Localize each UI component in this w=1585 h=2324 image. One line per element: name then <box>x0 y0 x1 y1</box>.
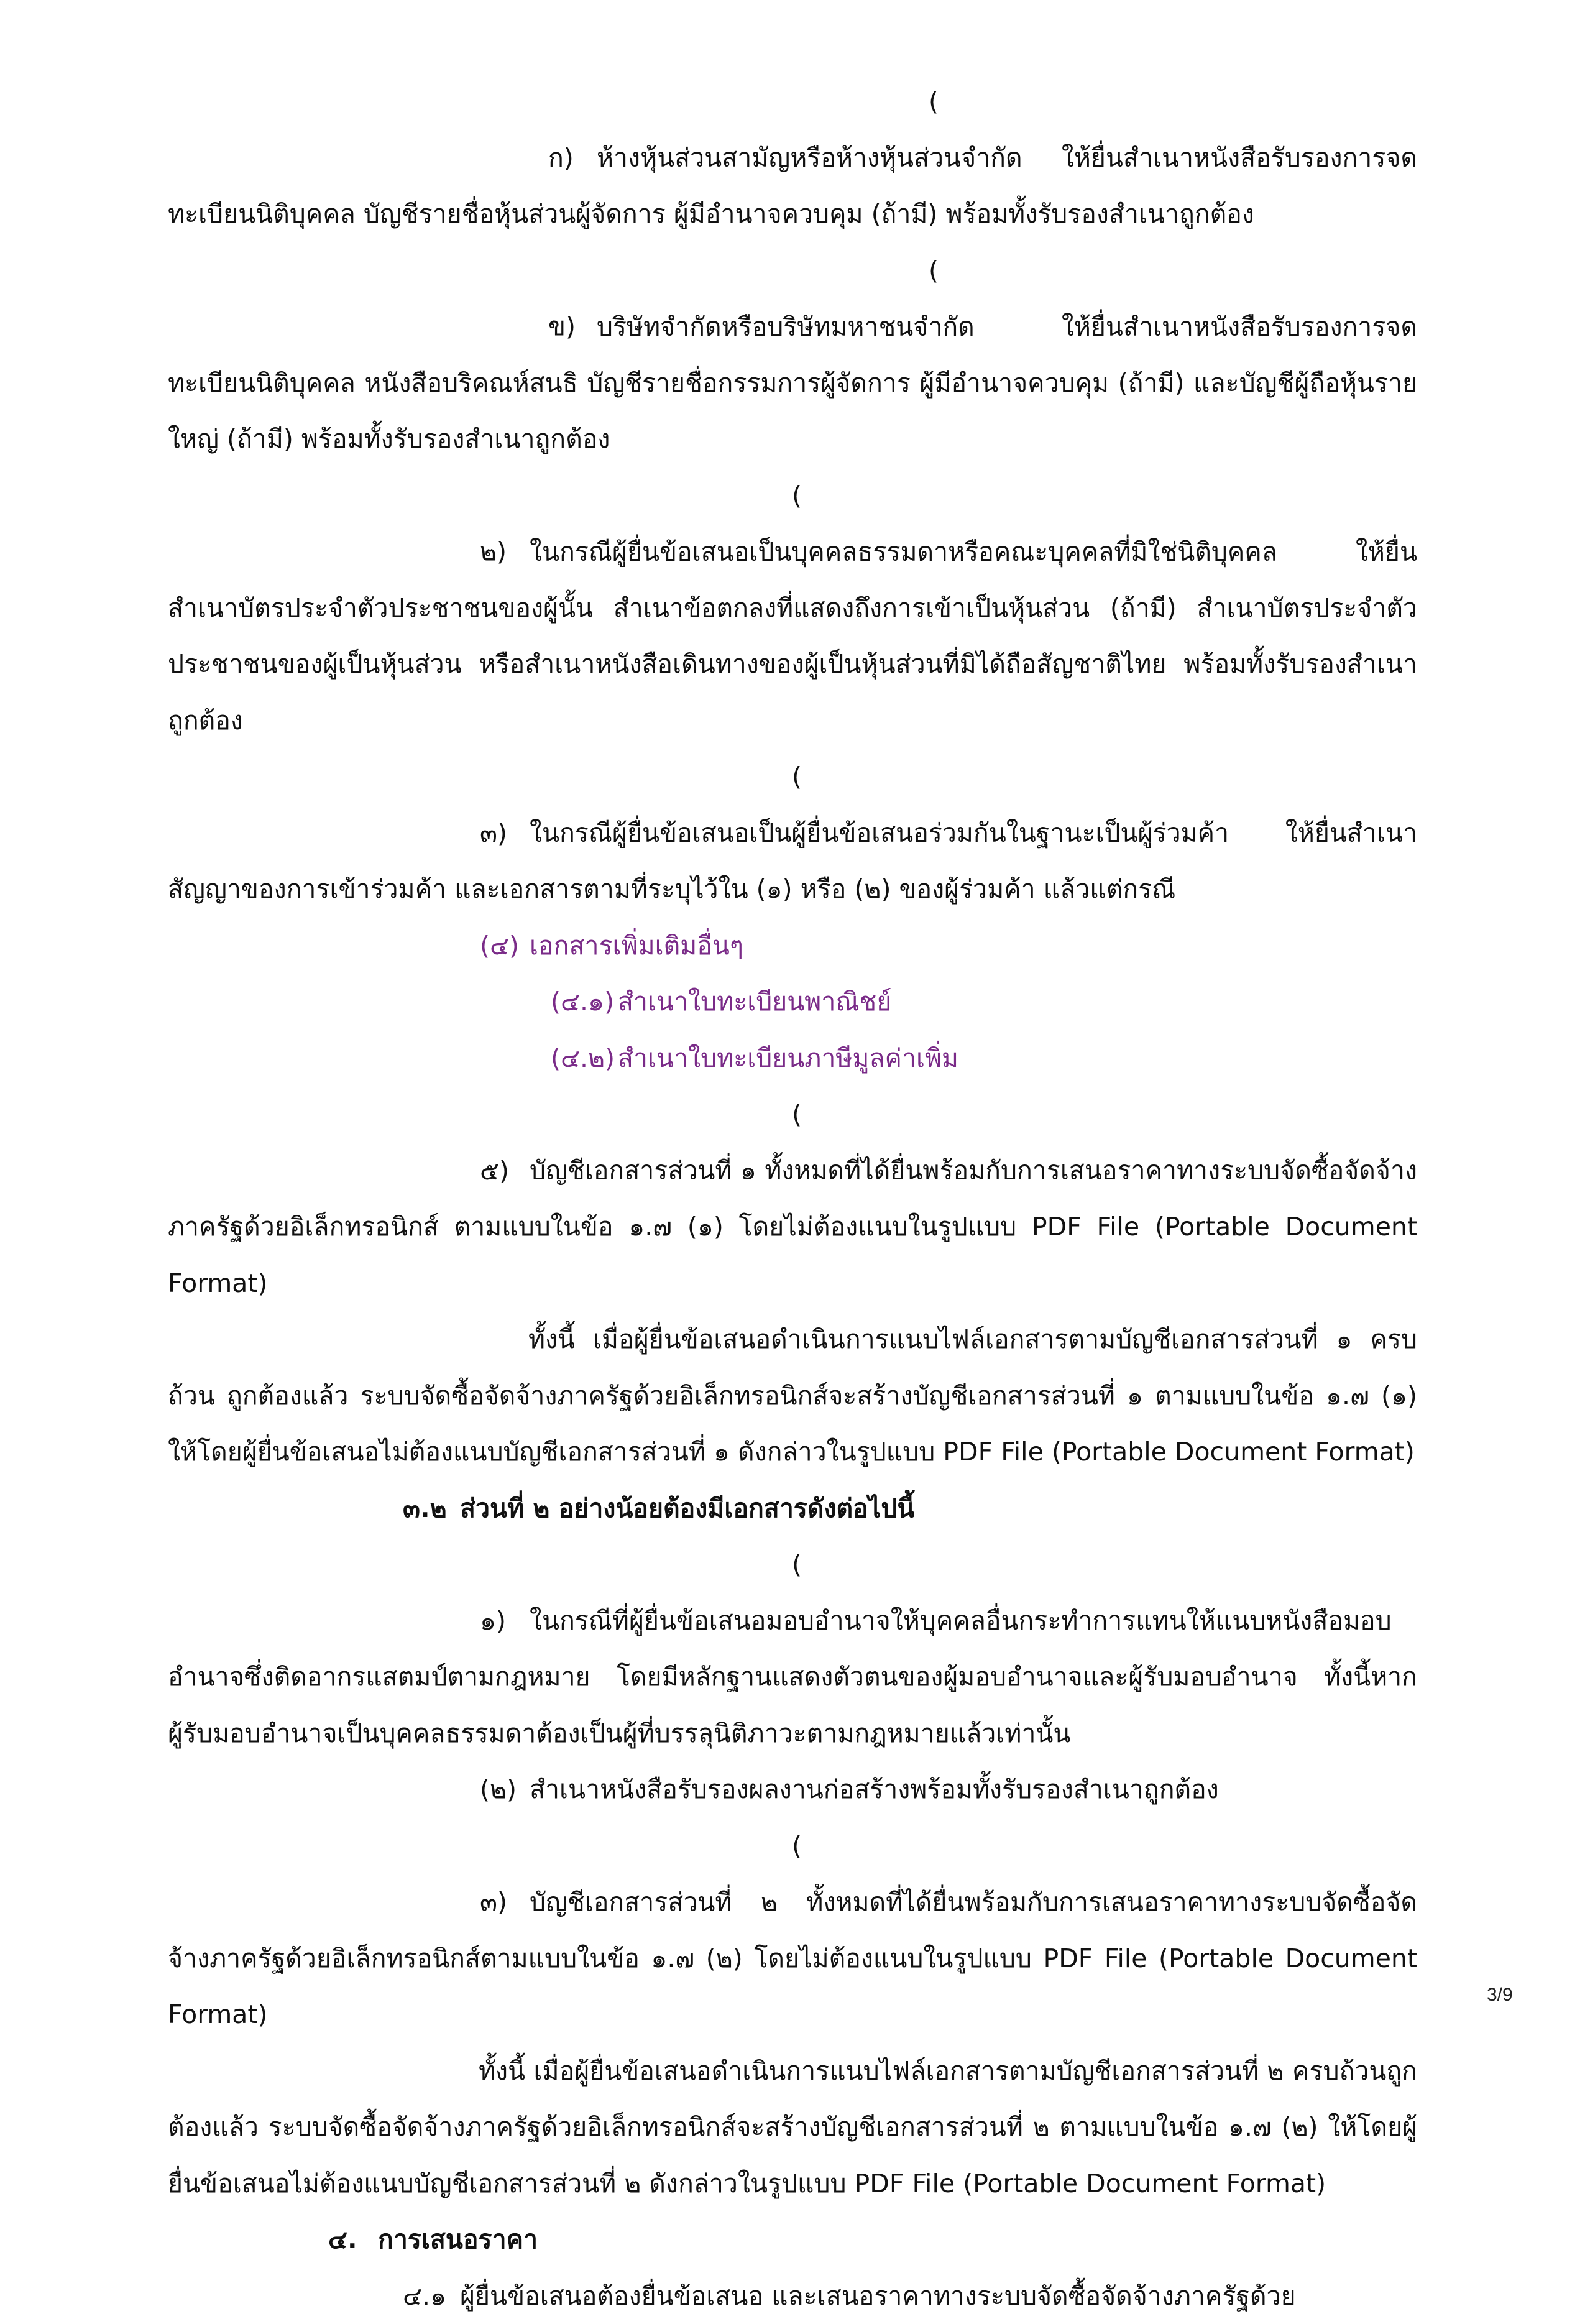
document-body <box>168 73 1417 2324</box>
paragraph-document-list-part2 <box>168 1818 1417 2043</box>
item-marker: (๔) <box>480 918 530 974</box>
paragraph-company <box>168 242 1417 468</box>
paragraph-vat-registration <box>168 1030 1417 1087</box>
section-heading-3-2 <box>168 1480 1417 1537</box>
paragraph-text: ห้างหุ้นส่วนสามัญหรือห้างหุ้นส่วนจำกัด ให้ยื่นสำเนาหนังสือรับรองการจดทะเบียนนิติบุคคล บัญชีรายชื่อหุ้นส่วนผู้จัดการ ผู้มีอำนาจควบคุม (ถ้ามี) พร้อมทั้งรับรองสำเนาถูกต้อง <box>168 143 1417 229</box>
paragraph-individual <box>168 468 1417 749</box>
item-marker: (๒) <box>480 468 530 580</box>
item-marker: (๕) <box>480 1086 530 1199</box>
item-marker: (๔.๒) <box>551 1030 618 1087</box>
paragraph-work-certificate <box>168 1761 1417 1818</box>
section-number: ๓.๒ <box>403 1480 460 1537</box>
item-marker: (๑) <box>480 1536 530 1649</box>
paragraph-additional-docs <box>168 918 1417 974</box>
item-marker: (๔.๑) <box>551 974 618 1030</box>
paragraph-text: ผู้ยื่นข้อเสนอต้องยื่นข้อเสนอ และเสนอราคาทางระบบจัดซื้อจัดจ้างภาครัฐด้วย <box>460 2281 1296 2311</box>
paragraph-text: เอกสารเพิ่มเติมอื่นๆ <box>530 931 743 961</box>
paragraph-text: ในกรณีผู้ยื่นข้อเสนอเป็นบุคคลธรรมดาหรือคณะบุคคลที่มิใช่นิติบุคคล ให้ยื่นสำเนาบัตรประจำตัวประชาชนของผู้นั้น สำเนาข้อตกลงที่แสดงถึงการเข้าเป็นหุ้นส่วน (ถ้ามี) สำเนาบัตรประจำตัวประชาชนของผู้เป็นหุ้นส่วน หรือสำเนาหนังสือเดินทางของผู้เป็นหุ้นส่วนที่มิได้ถือสัญชาติไทย พร้อมทั้งรับรองสำเนาถูกต้อง <box>168 537 1417 735</box>
paragraph-note-part1 <box>168 1311 1417 1480</box>
paragraph-text: สำเนาใบทะเบียนพาณิชย์ <box>618 987 891 1017</box>
paragraph-text: ทั้งนี้ เมื่อผู้ยื่นข้อเสนอดำเนินการแนบไฟล์เอกสารตามบัญชีเอกสารส่วนที่ ๒ ครบถ้วนถูกต้องแล้ว ระบบจัดซื้อจัดจ้างภาครัฐด้วยอิเล็กทรอนิกส์จะสร้างบัญชีเอกสารส่วนที่ ๒ ตามแบบในข้อ ๑.๗ (๒) ให้โดยผู้ยื่นข้อเสนอไม่ต้องแนบบัญชีเอกสารส่วนที่ ๒ ดังกล่าวในรูปแบบ PDF File (Portable Document Format) <box>168 2056 1417 2198</box>
paragraph-text: บริษัทจำกัดหรือบริษัทมหาชนจำกัด ให้ยื่นสำเนาหนังสือรับรองการจดทะเบียนนิติบุคคล หนังสือบริคณห์สนธิ บัญชีรายชื่อกรรมการผู้จัดการ ผู้มีอำนาจควบคุม (ถ้ามี) และบัญชีผู้ถือหุ้นรายใหญ่ (ถ้ามี) พร้อมทั้งรับรองสำเนาถูกต้อง <box>168 311 1417 454</box>
page-number: 3/9 <box>1487 1985 1513 2006</box>
paragraph-note-part2 <box>168 2043 1417 2212</box>
item-marker: (๓) <box>480 1818 530 1930</box>
paragraph-power-of-attorney <box>168 1536 1417 1761</box>
paragraph-text: บัญชีเอกสารส่วนที่ ๒ ทั้งหมดที่ได้ยื่นพร้อมกับการเสนอราคาทางระบบจัดซื้อจัดจ้างภาครัฐด้วยอิเล็กทรอนิกส์ตามแบบในข้อ ๑.๗ (๒) โดยไม่ต้องแนบในรูปแบบ PDF File (Portable Document Format) <box>168 1887 1417 2029</box>
item-marker: (๓) <box>480 749 530 861</box>
paragraph-text: ในกรณีผู้ยื่นข้อเสนอเป็นผู้ยื่นข้อเสนอร่วมกันในฐานะเป็นผู้ร่วมค้า ให้ยื่นสำเนาสัญญาของการเข้าร่วมค้า และเอกสารตามที่ระบุไว้ใน (๑) หรือ (๒) ของผู้ร่วมค้า แล้วแต่กรณี <box>168 818 1417 905</box>
section-title: การเสนอราคา <box>378 2225 538 2254</box>
section-title: ส่วนที่ ๒ อย่างน้อยต้องมีเอกสารดังต่อไปนี้ <box>460 1493 914 1523</box>
paragraph-commercial-registration <box>168 974 1417 1030</box>
paragraph-text: สำเนาใบทะเบียนภาษีมูลค่าเพิ่ม <box>618 1043 958 1073</box>
paragraph-text: ในกรณีที่ผู้ยื่นข้อเสนอมอบอำนาจให้บุคคลอื่นกระทำการแทนให้แนบหนังสือมอบอำนาจซึ่งติดอากรแสตมป์ตามกฎหมาย โดยมีหลักฐานแสดงตัวตนของผู้มอบอำนาจและผู้รับมอบอำนาจ ทั้งนี้หากผู้รับมอบอำนาจเป็นบุคคลธรรมดาต้องเป็นผู้ที่บรรลุนิติภาวะตามกฎหมายแล้วเท่านั้น <box>168 1606 1417 1748</box>
paragraph-text: ทั้งนี้ เมื่อผู้ยื่นข้อเสนอดำเนินการแนบไฟล์เอกสารตามบัญชีเอกสารส่วนที่ ๑ ครบถ้วน ถูกต้องแล้ว ระบบจัดซื้อจัดจ้างภาครัฐด้วยอิเล็กทรอนิกส์จะสร้างบัญชีเอกสารส่วนที่ ๑ ตามแบบในข้อ ๑.๗ (๑) ให้โดยผู้ยื่นข้อเสนอไม่ต้องแนบบัญชีเอกสารส่วนที่ ๑ ดังกล่าวในรูปแบบ PDF File (Portable Document Format) <box>168 1324 1417 1467</box>
paragraph-joint-venture <box>168 749 1417 918</box>
section-number: ๔. <box>328 2211 378 2268</box>
paragraph-partnership <box>168 73 1417 242</box>
paragraph-text: สำเนาหนังสือรับรองผลงานก่อสร้างพร้อมทั้งรับรองสำเนาถูกต้อง <box>530 1774 1219 1804</box>
paragraph-text: บัญชีเอกสารส่วนที่ ๑ ทั้งหมดที่ได้ยื่นพร้อมกับการเสนอราคาทางระบบจัดซื้อจัดจ้างภาครัฐด้วยอิเล็กทรอนิกส์ ตามแบบในข้อ ๑.๗ (๑) โดยไม่ต้องแนบในรูปแบบ PDF File (Portable Document Format) <box>168 1156 1417 1298</box>
item-marker: ๔.๑ <box>403 2268 460 2324</box>
paragraph-document-list-part1 <box>168 1086 1417 1311</box>
section-heading-4 <box>168 2211 1417 2268</box>
item-marker: (ข) <box>548 242 597 355</box>
item-marker: (๒) <box>480 1761 530 1818</box>
paragraph-4-1 <box>168 2268 1417 2324</box>
item-marker: (ก) <box>548 73 597 186</box>
